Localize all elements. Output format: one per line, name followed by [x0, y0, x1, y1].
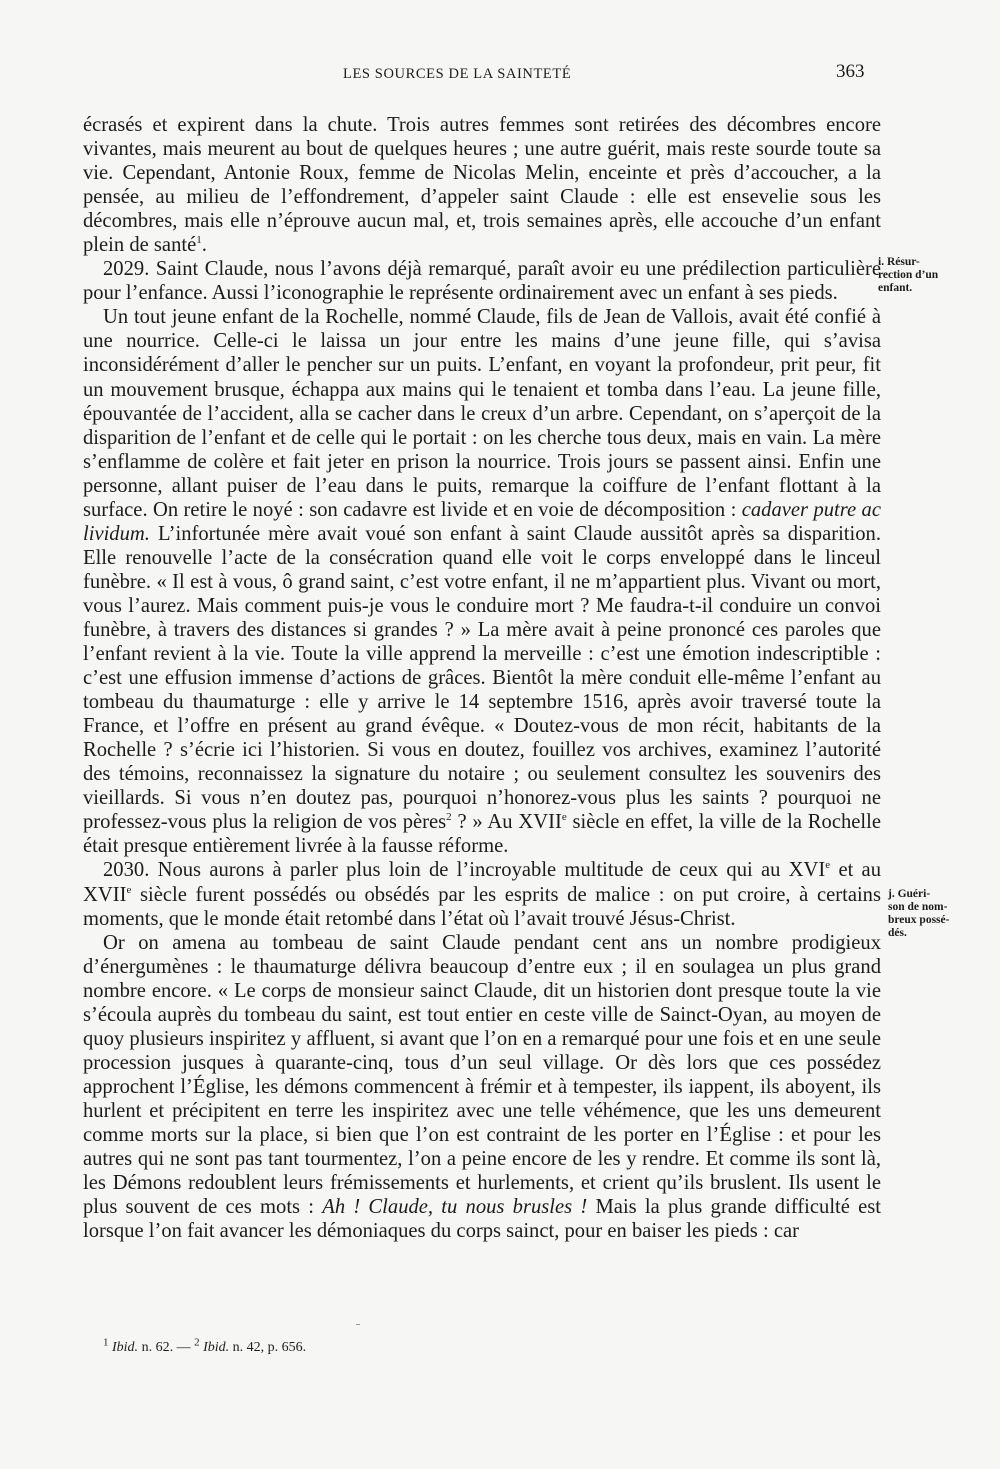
footnote-ref-2: 2 — [446, 811, 452, 824]
body-text — [83, 113, 881, 1243]
footnotes: $^1$ Ibid. n. 62. — $^2$ Ibid. n. 42, p. 656. — [103, 1336, 307, 1355]
margin-note-guerison: j. Guéri- son de nom- breux possé- dés. — [888, 888, 950, 939]
paragraph-energumenes: Or on amena au tombeau de saint Claude pendant cent ans un nombre prodigieux d’énergumènes : le thaumaturge délivra beaucoup d’entre eux ; il en soulagea un plus grand nombre encore. « Le corps de monsieur sainct Claude, dit un historien dont presque toute la vie s’écoula auprès du tombeau du saint, est tout entier en ceste ville de Sainct-Oyan, au moyen de quoy plusieurs inspiritez y affluent, si avant que l’on en a remarqué pour une fois et en une seule procession jusques à quarante-cinq, tous d’un seul village. Or dès lors que ces possédez approchent l’Église, les démons commencent à frémir et à tempester, ils iappent, ils aboyent, ils hurlent et précipitent en terre les inspiritez avec une telle véhémence, que les uns demeurent comme morts sur la place, si bien que l’on est contraint de les porter en l’Église : et pour les autres qui ne sont pas tant tourmentez, l’on a peine encore de les y rendre. Et comme ils sont là, les Démons redoublent leurs frémissements et hurlements, et crient qu’ils bruslent. Ils usent le plus souvent de ces mots : Ah ! Claude, tu nous brusles ! Mais la plus grande difficulté est lorsque l’on fait avancer les démoniaques du corps sainct, pour en baiser les pieds : car — [83, 931, 882, 1243]
paragraph-rochelle-child: Un tout jeune enfant de la Rochelle, nommé Claude, fils de Jean de Vallois, avait été confié à une nourrice. Celle-ci le laissa un jour entre les mains d’une jeune fille, qui s’avisa inconsidérément d’aller le pencher sur un puits. L’enfant, en voyant la profondeur, prit peur, fit un mouvement brusque, échappa aux mains qui le tenaient et tomba dans l’eau. La jeune fille, épouvantée de l’accident, alla se cacher dans le creux d’un arbre. Cependant, on s’aperçoit de la disparition de l’enfant et de celle qui le portait : on les cherche tous deux, mais en vain. La mère s’enflamme de colère et fait jeter en prison la nourrice. Trois jours se passent ainsi. Enfin une personne, allant puiser de l’eau dans le puits, remarque la coiffure de l’enfant flottant à la surface. On retire le noyé : son cadavre est livide et en voie de décomposition : cadaver putre ac lividum. L’infortunée mère avait voué son enfant à saint Claude aussitôt après sa disparition. Elle renouvelle l’acte de la consécration quand elle voit le corps enveloppé dans le linceul funèbre. « Il est à vous, ô grand saint, c’est votre enfant, il ne m’appartient plus. Vivant ou mort, vous l’aurez. Mais comment puis-je vous le conduire mort ? Me faudra-t-il conduire un convoi funèbre, à travers des distances si grandes ? » La mère avait à peine prononcé ces paroles que l’enfant revient à la vie. Toute la ville apprend la merveille : c’est une émotion indescriptible : c’est une effusion immense d’actions de grâces. Bientôt la mère conduit elle-même l’enfant au tombeau du thaumaturge : elle y arrive le 14 septembre 1516, après avoir traversé toute la France, et l’offre en présent au grand évêque. « Doutez-vous de mon récit, habitants de la Rochelle ? s’écrie ici l’historien. Si vous en doutez, fouillez vos archives, examinez l’autorité des témoins, reconnaissez la signature du notaire ; ou seulement consultez les souvenirs des vieillards. Si vous n’en doutez pas, pourquoi n’honorez-vous plus les saints ? pourquoi ne professez-vous plus la religion de vos pères$^2$ ? » Au XVIIe siècle en effet, la ville de la Rochelle était presque entièrement livrée à la fausse réforme. — [83, 306, 881, 858]
footnote-separator — [356, 1324, 360, 1325]
italic-quote: Ah ! Claude, tu nous brusles ! — [322, 1196, 588, 1219]
latin-quote: cadaver putre ac lividum. — [83, 498, 881, 545]
paragraph-continued: écrasés et expirent dans la chute. Trois autres femmes sont retirées des décombres encore vivantes, mais meurent au bout de quelques heures ; une autre guérit, mais reste sourde toute sa vie. Cependant, Antonie Roux, femme de Nicolas Melin, enceinte et près d’accoucher, a la pensée, au milieu de l’effondrement, d’appeler saint Claude : elle est ensevelie sous les décombres, mais elle n’éprouve aucun mal, et, trois semaines après, elle accouche d’un enfant plein de santé$^1$. — [83, 114, 881, 257]
paragraph-2030: 2030. Nous aurons à parler plus loin de l’incroyable multitude de ceux qui au XVIe et au XVIIe siècle furent possédés ou obsédés par les esprits de malice : on put croire, à certains moments, que le monde était retombé dans l’état où l’avait trouvé Jésus-Christ. — [83, 859, 881, 930]
running-head: LES SOURCES DE LA SAINTETÉ — [343, 66, 572, 82]
footnote-ref-1: 1 — [196, 234, 202, 247]
footnote-2-ref: Ibid. — [203, 1340, 230, 1355]
page-number: 363 — [836, 61, 865, 82]
footnote-1-ref: Ibid. — [112, 1340, 139, 1355]
margin-note-resurrection: i. Résur- rection d’un enfant. — [878, 256, 939, 294]
paragraph-2029: 2029. Saint Claude, nous l’avons déjà remarqué, paraît avoir eu une prédilection particulière pour l’enfance. Aussi l’iconographie le représente ordinairement avec un enfant à ses pieds. — [83, 258, 881, 305]
